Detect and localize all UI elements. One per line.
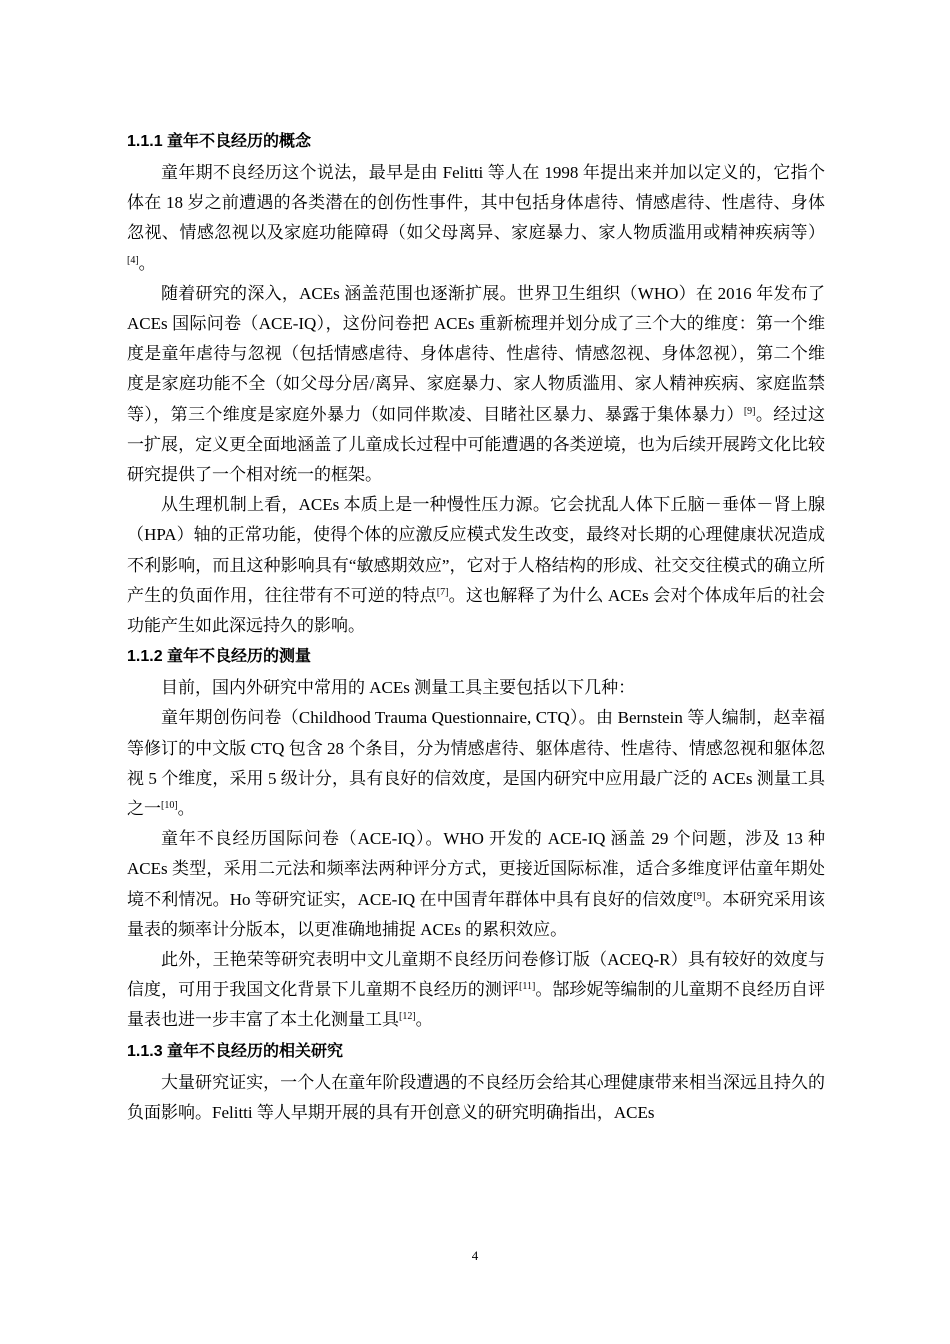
paragraph bbox=[127, 824, 825, 945]
paragraph-text: 从生理机制上看，ACEs 本质上是一种慢性压力源。它会扰乱人体下丘脑－垂体－肾上腺（HPA）轴的正常功能，使得个体的应激反应模式发生改变，最终对长期的心理健康状况造成不利影响，而且这种影响具有“敏感期效应”，它对于人格结构的形成、社交交往模式的确立所产生的负面作用，往往带有不可逆的特点 bbox=[127, 495, 825, 605]
paragraph-text: 。 bbox=[138, 253, 156, 273]
citation: [10] bbox=[161, 800, 178, 812]
paragraph-text: 童年期创伤问卷（Childhood Trauma Questionnaire, CTQ）。由 Bernstein 等人编制，赵幸福等修订的中文版 CTQ 包含 28 个条目，分为情感虐待、躯体虐待、性虐待、情感忽视和躯体忽视 5 个维度，采用 5 级计分，具有良好的信效度，是国内研究中应用最广泛的 ACEs 测量工具之一 bbox=[127, 708, 825, 819]
paragraph-text: 。本研究采用该量表的频率计分版本，以更准确地捕捉 ACEs 的累积效应。 bbox=[127, 889, 826, 939]
paragraph-text: 。郜珍妮等编制的儿童期不良经历自评量表也进一步丰富了本土化测量工具 bbox=[127, 980, 826, 1030]
paragraph bbox=[127, 490, 825, 641]
paragraph-text: 此外，王艳荣等研究表明中文儿童期不良经历问卷修订版（ACEQ-R）具有较好的效度与信度，可用于我国文化背景下儿童期不良经历的测评 bbox=[127, 950, 825, 1000]
citation: [9] bbox=[743, 405, 756, 417]
paragraph bbox=[127, 673, 825, 703]
paragraph bbox=[127, 1068, 825, 1128]
paragraph-text: 。 bbox=[177, 799, 195, 819]
citation: [12] bbox=[399, 1011, 416, 1023]
section-heading-1-1-1: 1.1.1 童年不良经历的概念 bbox=[127, 133, 312, 150]
paragraph-text: 目前，国内外研究中常用的 ACEs 测量工具主要包括以下几种： bbox=[161, 678, 636, 698]
paragraph bbox=[127, 279, 825, 490]
paragraph bbox=[127, 158, 825, 279]
citation: [9] bbox=[693, 890, 706, 902]
paragraph bbox=[127, 945, 825, 1036]
citation: [7] bbox=[436, 586, 449, 598]
paragraph bbox=[127, 703, 825, 824]
paragraph-text: 。 bbox=[415, 1010, 433, 1030]
paragraph-text: 童年期不良经历这个说法，最早是由 Felitti 等人在 1998 年提出来并加以定义的，它指个体在 18 岁之前遭遇的各类潜在的创伤性事件，其中包括身体虐待、情感虐待、性虐待、身体忽视、情感忽视以及家庭功能障碍（如父母离异、家庭暴力、家人物质滥用或精神疾病等） bbox=[127, 163, 825, 243]
page-number: 4 bbox=[471, 1248, 479, 1263]
paragraph-text: 。经过这一扩展，定义更全面地涵盖了儿童成长过程中可能遭遇的各类逆境，也为后续开展跨文化比较研究提供了一个相对统一的框架。 bbox=[127, 404, 825, 485]
section-heading-1-1-2: 1.1.2 童年不良经历的测量 bbox=[127, 648, 312, 666]
paragraph-text: 童年不良经历国际问卷（ACE-IQ）。WHO 开发的 ACE-IQ 涵盖 29 个问题，涉及 13 种 ACEs 类型，采用二元法和频率法两种评分方式，更接近国际标准，适合多维度评估童年期处境不利情况。Ho 等研究证实，ACE-IQ 在中国青年群体中具有良好的信效度 bbox=[127, 829, 825, 909]
paragraph-text: 随着研究的深入，ACEs 涵盖范围也逐渐扩展。世界卫生组织（WHO）在 2016 年发布了 ACEs 国际问卷（ACE-IQ），这份问卷把 ACEs 重新梳理并划分成了三个大的维度：第一个维度是童年虐待与忽视（包括情感虐待、身体虐待、性虐待、情感忽视、身体忽视），第二个维度是家庭功能不全（如父母分居/离异、家庭暴力、家人物质滥用、家人精神疾病、家庭监禁等），第三个维度是家庭外暴力（如同伴欺凌、目睹社区暴力、暴露于集体暴力） bbox=[127, 283, 825, 424]
citation: [11] bbox=[518, 981, 536, 993]
paragraph-text: 大量研究证实，一个人在童年阶段遭遇的不良经历会给其心理健康带来相当深远且持久的负面影响。Felitti 等人早期开展的具有开创意义的研究明确指出，ACEs bbox=[127, 1072, 825, 1122]
section-heading-1-1-3: 1.1.3 童年不良经历的相关研究 bbox=[127, 1042, 344, 1060]
page-body bbox=[127, 126, 825, 1128]
citation: [4] bbox=[127, 254, 139, 266]
paragraph-text: 。这也解释了为什么 ACEs 会对个体成年后的社会功能产生如此深远持久的影响。 bbox=[127, 585, 826, 636]
